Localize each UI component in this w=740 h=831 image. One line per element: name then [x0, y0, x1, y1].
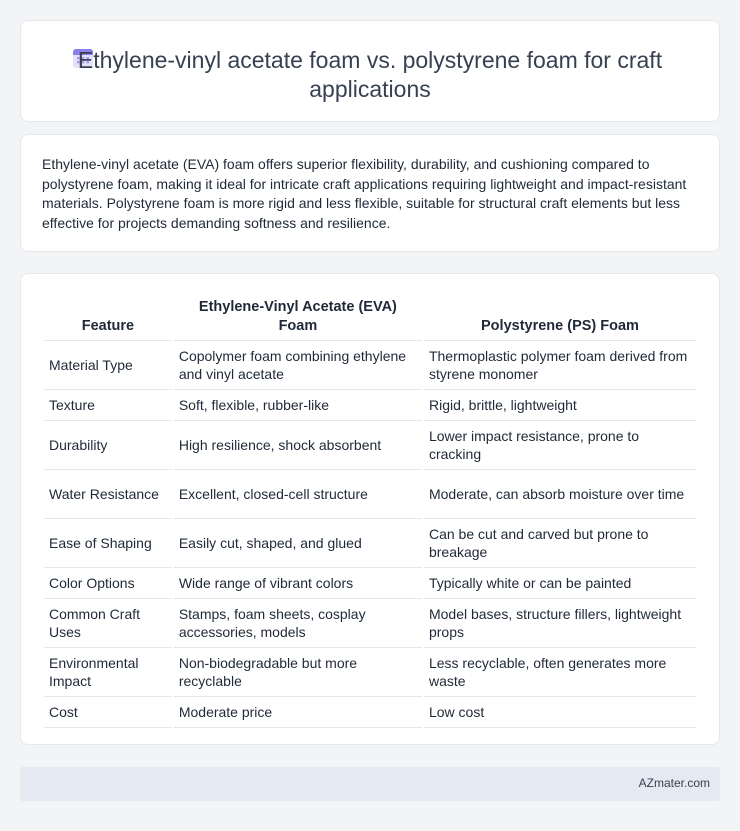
- row-eva: Wide range of vibrant colors: [174, 568, 422, 599]
- table-row: [44, 568, 696, 599]
- row-ps: Less recyclable, often generates more waste: [424, 648, 696, 697]
- row-eva: Easily cut, shaped, and glued: [174, 519, 422, 568]
- table-row: [44, 470, 696, 519]
- row-feature: Common Craft Uses: [44, 599, 172, 648]
- row-ps: Moderate, can absorb moisture over time: [424, 470, 696, 519]
- row-eva: Copolymer foam combining ethylene and vinyl acetate: [174, 341, 422, 390]
- row-feature: Cost: [44, 697, 172, 728]
- row-eva: Excellent, closed-cell structure: [174, 470, 422, 519]
- header-eva: Ethylene-Vinyl Acetate (EVA) Foam: [174, 294, 422, 341]
- table-row: [44, 697, 696, 728]
- header-feature: Feature: [44, 294, 172, 341]
- row-ps: Rigid, brittle, lightweight: [424, 390, 696, 421]
- row-ps: Lower impact resistance, prone to cracking: [424, 421, 696, 470]
- row-feature: Water Resistance: [44, 470, 172, 519]
- table-row: [44, 519, 696, 568]
- row-ps: Low cost: [424, 697, 696, 728]
- summary-text: Ethylene-vinyl acetate (EVA) foam offers superior flexibility, durability, and cushioning compared to polystyrene foam, making it ideal for intricate craft applications requiring lightweight and impact-resistant materials. Polystyrene foam is more rigid and less flexible, suitable for structural craft elements but less effective for projects demanding softness and resilience.: [42, 156, 687, 231]
- row-feature: Ease of Shaping: [44, 519, 172, 568]
- summary-card: [20, 134, 720, 252]
- table-row: [44, 341, 696, 390]
- row-eva: Moderate price: [174, 697, 422, 728]
- table-row: [44, 599, 696, 648]
- footer-brand[interactable]: AZmater.com: [638, 776, 710, 790]
- row-eva: High resilience, shock absorbent: [174, 421, 422, 470]
- row-eva: Soft, flexible, rubber-like: [174, 390, 422, 421]
- row-ps: Thermoplastic polymer foam derived from styrene monomer: [424, 341, 696, 390]
- title-card: [20, 20, 720, 122]
- row-eva: Stamps, foam sheets, cosplay accessories, models: [174, 599, 422, 648]
- row-ps: Typically white or can be painted: [424, 568, 696, 599]
- row-ps: Can be cut and carved but prone to breakage: [424, 519, 696, 568]
- row-eva: Non-biodegradable but more recyclable: [174, 648, 422, 697]
- page-title: Ethylene-vinyl acetate foam vs. polystyrene foam for craft applications: [77, 47, 663, 102]
- comparison-table: [42, 294, 698, 728]
- row-feature: Material Type: [44, 341, 172, 390]
- row-ps: Model bases, structure fillers, lightweight props: [424, 599, 696, 648]
- header-ps: Polystyrene (PS) Foam: [424, 294, 696, 341]
- table-header-row: [44, 294, 696, 341]
- row-feature: Durability: [44, 421, 172, 470]
- row-feature: Color Options: [44, 568, 172, 599]
- table-row: [44, 390, 696, 421]
- row-feature: Environmental Impact: [44, 648, 172, 697]
- footer-bar: [20, 767, 720, 801]
- row-feature: Texture: [44, 390, 172, 421]
- table-row: [44, 421, 696, 470]
- comparison-card: [20, 273, 720, 745]
- table-row: [44, 648, 696, 697]
